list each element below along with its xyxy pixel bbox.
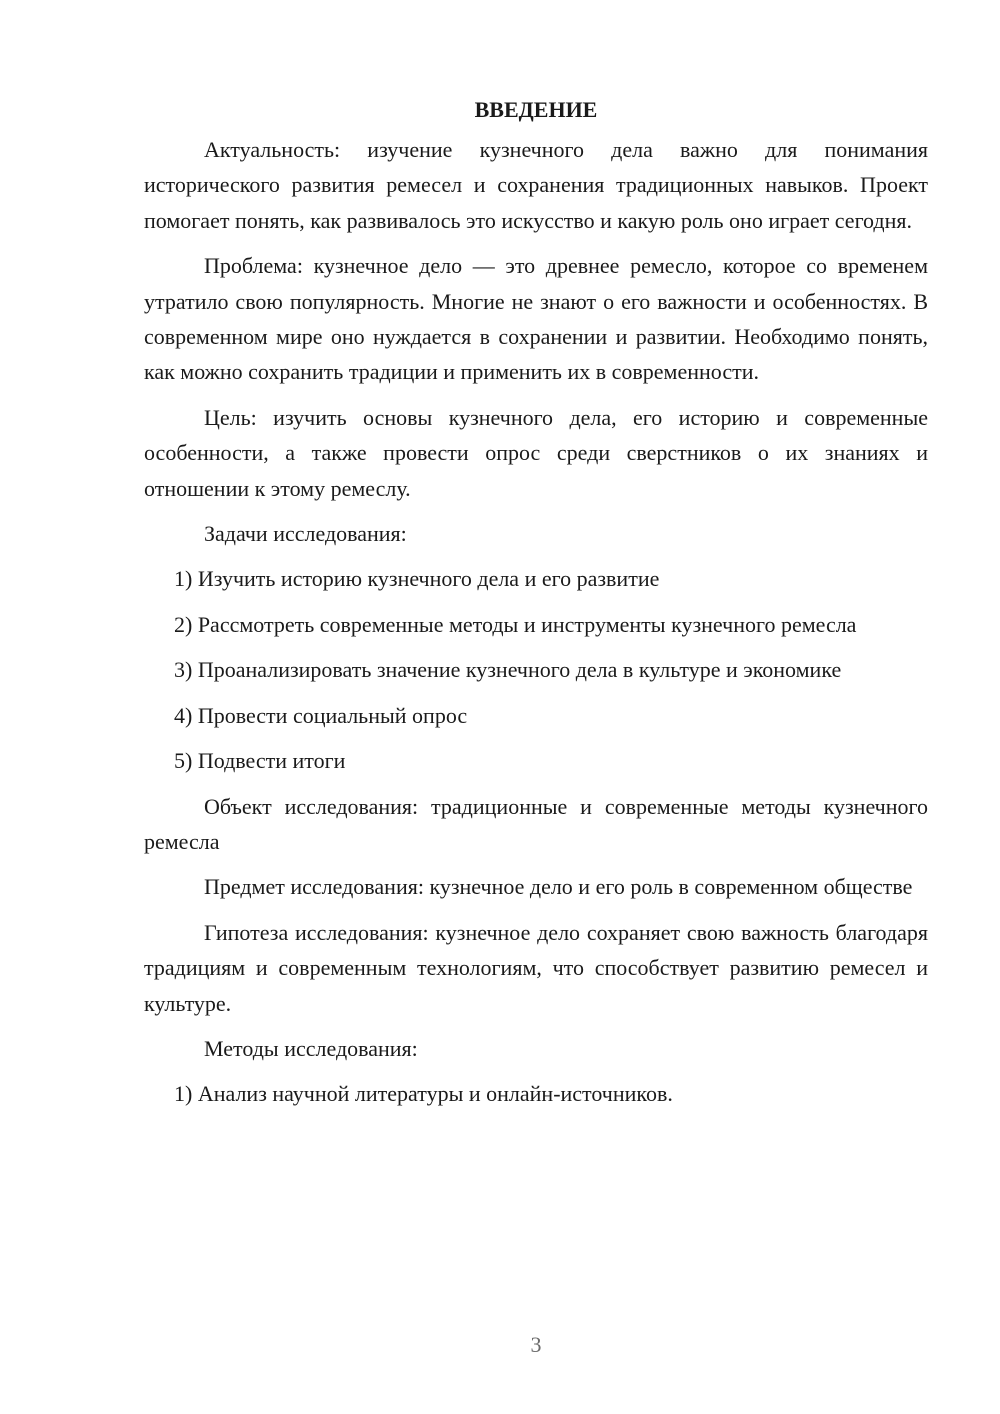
research-object-paragraph: Объект исследования: традиционные и современные методы кузнечного ремесла [144,793,928,854]
task-item: 3) Проанализировать значение кузнечного дела в культуре и экономике [174,657,842,683]
method-item: 1) Анализ научной литературы и онлайн-источников. [174,1081,673,1107]
task-item: 2) Рассмотреть современные методы и инструменты кузнечного ремесла [174,611,857,637]
task-item: 1) Изучить историю кузнечного дела и его развитие [174,566,660,592]
page-title: ВВЕДЕНИЕ [474,97,598,122]
task-item: 4) Провести социальный опрос [174,702,468,728]
hypothesis-paragraph: Гипотеза исследования: кузнечное дело сохраняет свою важность благодаря традициям и современным технологиям, что способствует развитию ремесел и культуре. [144,919,928,1016]
tasks-heading: Задачи исследования: [204,521,407,547]
task-item: 5) Подвести итоги [174,748,346,774]
goal-paragraph: Цель: изучить основы кузнечного дела, его историю и современные особенности, а также провести опрос среди сверстников о их знаниях и отношении к этому ремеслу. [144,404,928,501]
methods-heading: Методы исследования: [204,1035,418,1061]
page-number: 3 [530,1332,542,1357]
document-page [144,92,928,1122]
research-subject-paragraph: Предмет исследования: кузнечное дело и его роль в современном обществе [204,874,913,900]
relevance-paragraph: Актуальность: изучение кузнечного дела важно для понимания исторического развития ремесел и сохранения традиционных навыков. Проект помогает понять, как развивалось это искусство и какую роль оно играет сегодня. [144,137,928,233]
problem-paragraph: Проблема: кузнечное дело — это древнее ремесло, которое со временем утратило свою популярность. Многие не знают о его важности и особенностях. В современном мире оно нуждается в сохранении и развитии. Необходимо понять, как можно сохранить традиции и применить их в современности. [144,253,928,385]
